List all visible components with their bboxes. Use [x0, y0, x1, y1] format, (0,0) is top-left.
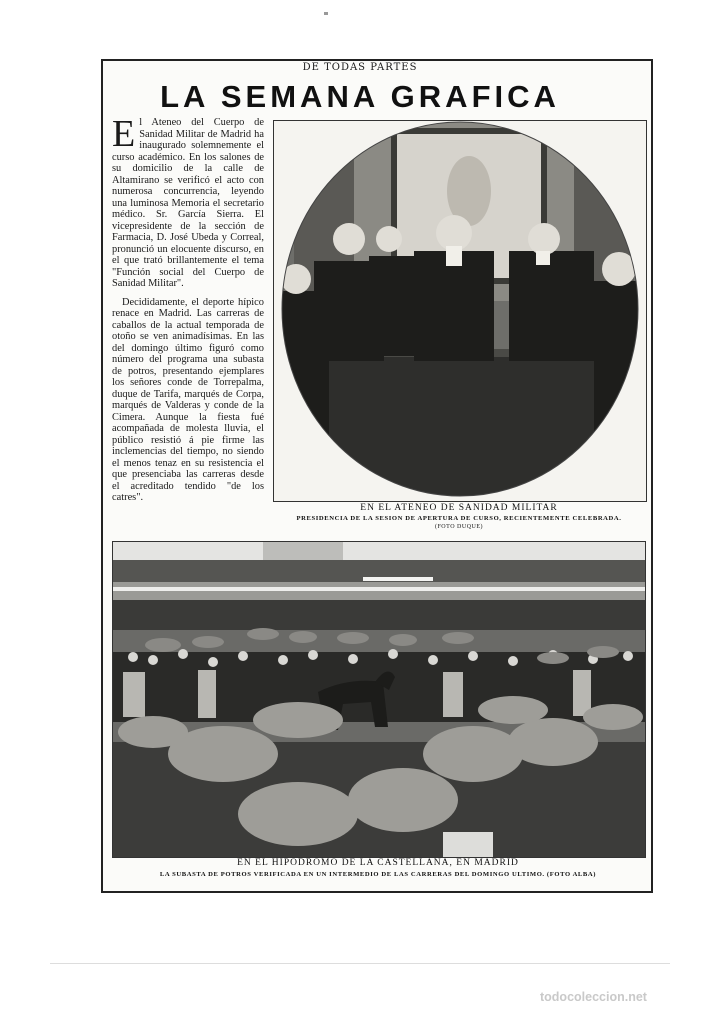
drop-cap: E	[112, 113, 136, 155]
hipodromo-caption-title: EN EL HIPODROMO DE LA CASTELLANA, EN MADRID	[237, 858, 519, 868]
hipodromo-photo	[112, 541, 646, 858]
ateneo-photo-image	[274, 121, 646, 501]
hipodromo-caption-subtitle: LA SUBASTA DE POTROS VERIFICADA EN UN INTERMEDIO DE LAS CARRERAS DEL DOMINGO ULTIMO. (FOTO ALBA)	[159, 871, 597, 878]
ateneo-caption-subtitle: PRESIDENCIA DE LA SESION DE APERTURA DE CURSO, RECIENTEMENTE CELEBRADA.	[296, 515, 622, 522]
article-column	[112, 113, 264, 511]
article-paragraph-2: Decididamente, el deporte hípico renace en Madrid. Las carreras de caballos de la actual temporada de otoño se ven animadísimas. En las del domingo último figuró como número del programa una subasta de potros, presentando ejemplares los señores conde de Torrepalma, duque de Tarifa, marqués de Corpa, marqués de Valderas y conde de la Cimera. Aunque la fiesta fué acompañada de molesta lluvia, el público resistió á pie firme las inclemencias del tiempo, no siendo el menos tenaz en su resistencia el que presenciaba las carreras desde el acreditado tendido "de los catres".	[112, 296, 264, 503]
watermark-logo: todocoleccion.net	[540, 990, 647, 1004]
paragraph-1-text: l Ateneo del Cuerpo de Sanidad Militar de Madrid ha inaugurado solemnemente el curso académico. En los salones de su domicilio de la calle de Altamirano se verificó el acto con numerosa concurrencia, leyendo una luminosa Memoria el secretario médico. Sr. García Sierra. El vicepresidente de la sección de Farmacia, D. José Ubeda y Correal, pronunció un elocuente discurso, en el que trató brillantemente el tema "Función social del Cuerpo de Sanidad Militar".	[112, 117, 264, 289]
article-paragraph-1	[112, 113, 264, 290]
page-mark	[324, 12, 328, 15]
ateneo-photo	[273, 120, 647, 502]
section-kicker: DE TODAS PARTES	[302, 62, 418, 73]
ateneo-caption-credit: (FOTO DUQUE)	[434, 524, 484, 530]
ateneo-caption-title: EN EL ATENEO DE SANIDAD MILITAR	[360, 503, 558, 513]
scan-edge-line	[50, 963, 670, 964]
hipodromo-photo-image	[113, 542, 645, 857]
page-headline: LA SEMANA GRAFICA	[160, 79, 560, 114]
